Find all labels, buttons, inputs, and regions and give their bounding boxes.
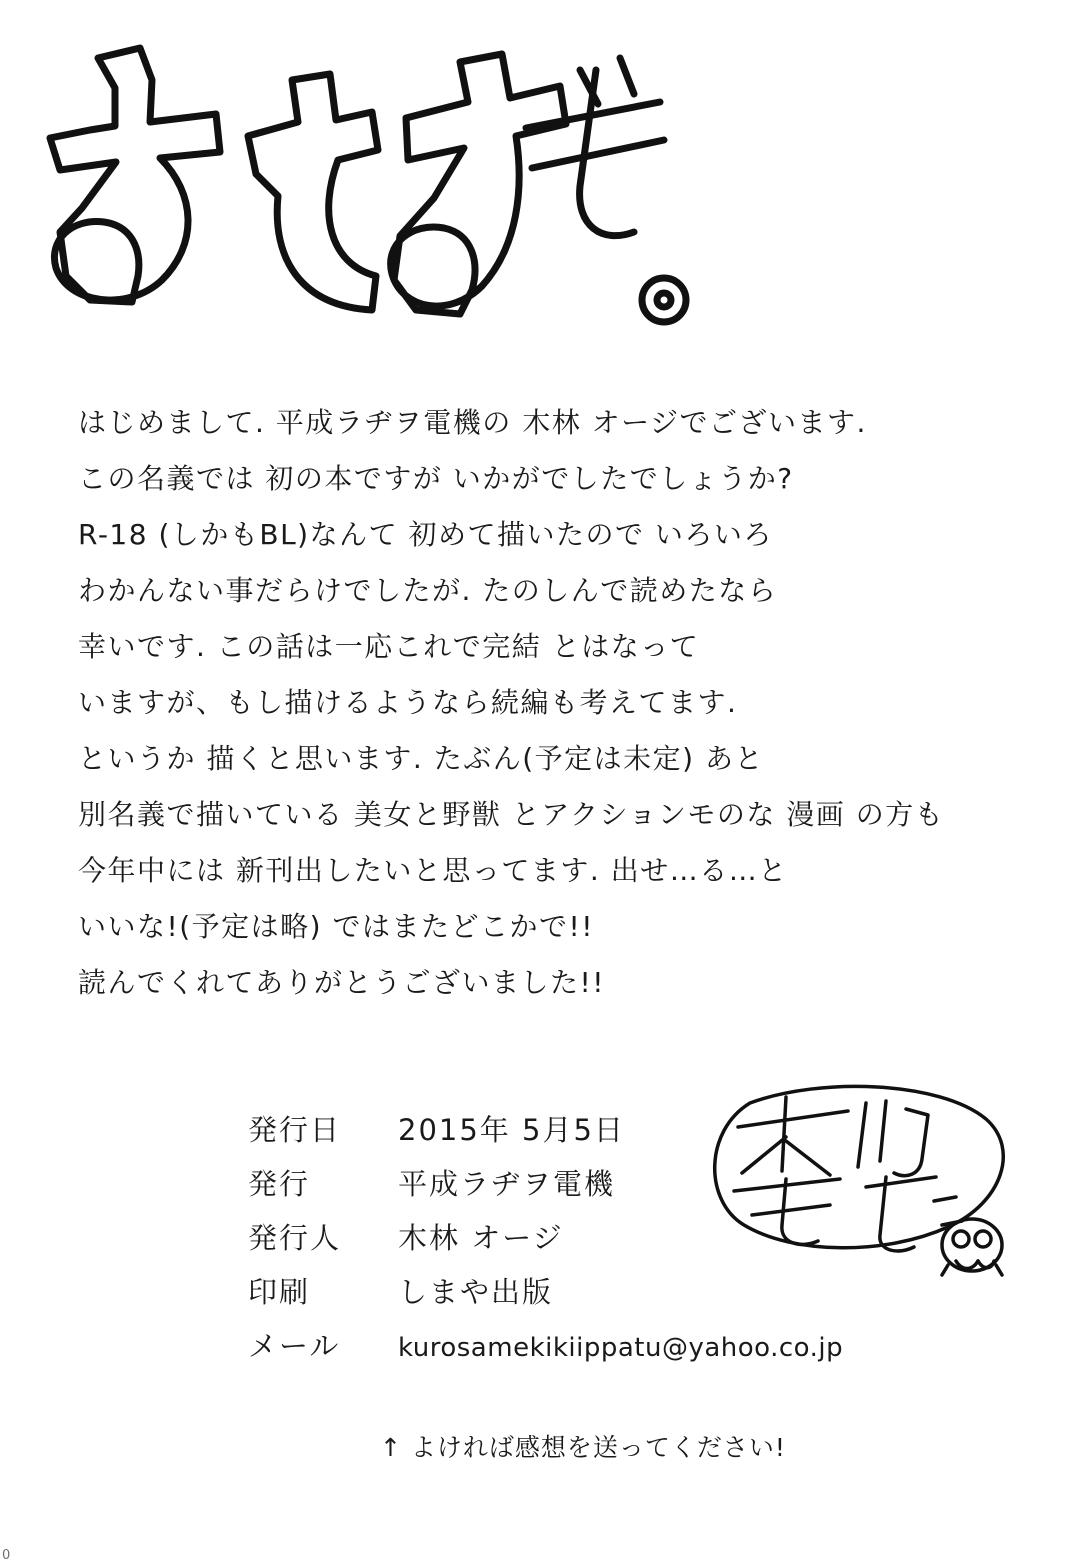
colophon-value: 2015年 5月5日 — [398, 1113, 625, 1147]
body-line: 幸いです. この話は一応これで完結 とはなって — [78, 630, 700, 663]
colophon-label: 印刷 — [248, 1275, 311, 1309]
colophon-label: メール — [248, 1329, 341, 1363]
body-line: R-18 (しかもBL)なんて 初めて描いたので いろいろ — [78, 518, 773, 551]
colophon-value: 木林 オージ — [398, 1221, 564, 1255]
body-line: 読んでくれてありがとうございました!! — [78, 966, 605, 999]
colophon-label: 発行日 — [248, 1113, 342, 1147]
afterword-title — [20, 18, 700, 328]
body-line: はじめまして. 平成ラヂヲ電機の 木林 オージでございます. — [78, 406, 867, 439]
body-line: いいな!(予定は略) ではまたどこかで!! — [78, 910, 594, 943]
body-line: 別名義で描いている 美女と野獣 とアクションモのな 漫画 の方も — [78, 798, 945, 831]
colophon-value: しまや出版 — [398, 1275, 554, 1309]
afterword-body — [78, 395, 1008, 1011]
colophon-label: 発行人 — [248, 1221, 342, 1255]
signature-scribble — [690, 1075, 1020, 1280]
colophon-row-email — [248, 1324, 948, 1378]
email-address[interactable]: kurosamekikiippatu@yahoo.co.jp — [398, 1333, 844, 1363]
body-line: というか 描くと思います. たぶん(予定は未定) あと — [78, 742, 764, 775]
body-line: この名義では 初の本ですが いかがでしたでしょうか? — [78, 462, 794, 495]
email-note: ↑ よければ感想を送ってください! — [380, 1433, 786, 1462]
colophon-value: 平成ラヂヲ電機 — [398, 1167, 616, 1201]
body-line: 今年中には 新刊出したいと思ってます. 出せ…る…と — [78, 854, 788, 887]
body-line: いますが、もし描けるようなら続編も考えてます. — [78, 686, 738, 719]
page-corner-mark: 0 — [2, 1548, 11, 1563]
colophon-label: 発行 — [248, 1167, 311, 1201]
body-line: わかんない事だらけでしたが. たのしんで読めたなら — [78, 574, 778, 607]
